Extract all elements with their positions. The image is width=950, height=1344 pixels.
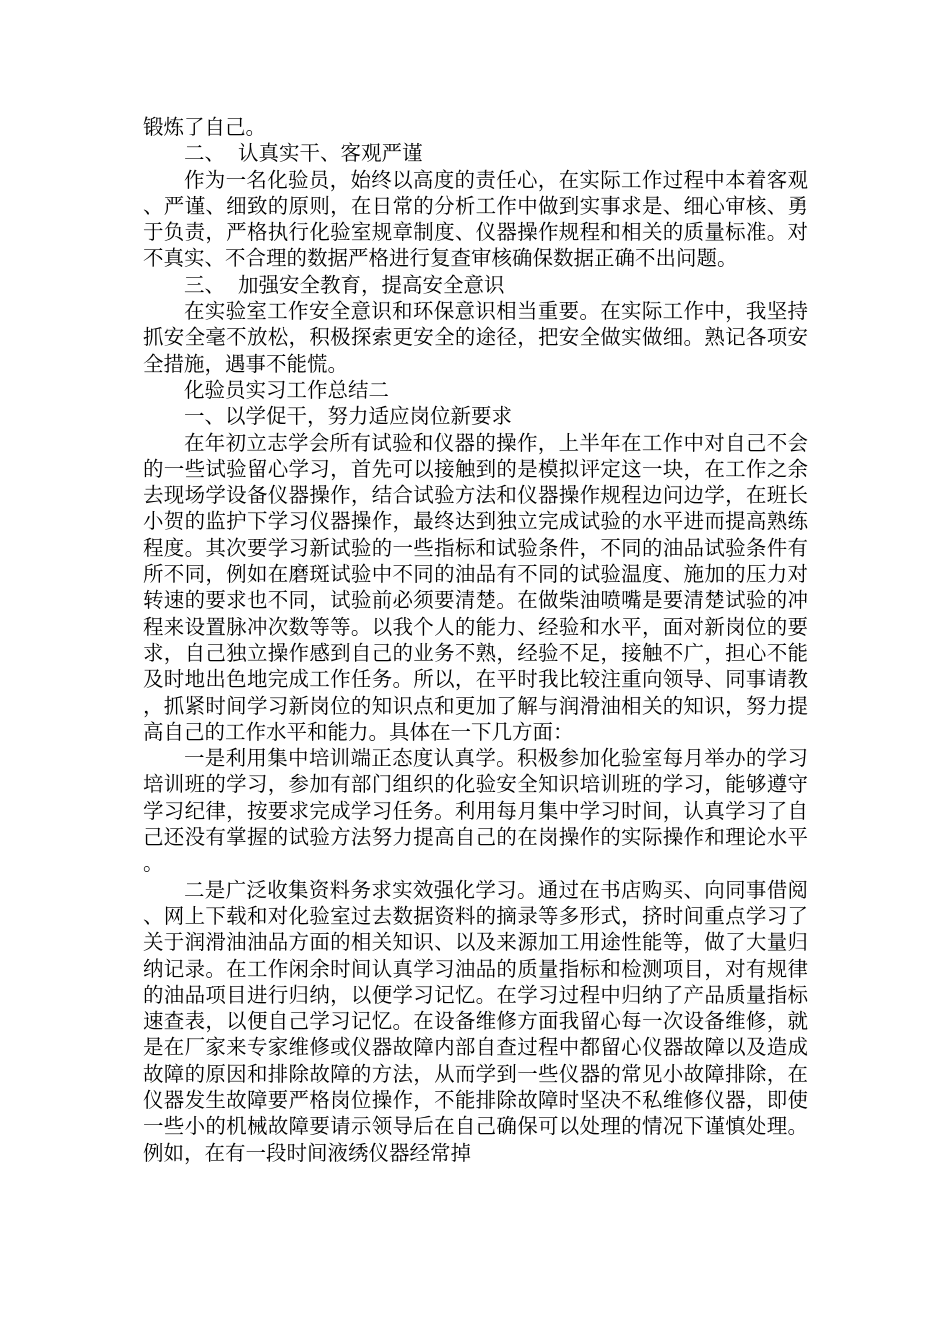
section-heading-2: 二、 认真实干、客观严谨 [184, 141, 423, 166]
paragraph-continuation: 锻炼了自己。 [143, 115, 266, 139]
paragraph-training: 一是利用集中培训端正态度认真学。积极参加化验室每月举办的学习培训班的学习，参加有部门组织的化验安全知识培训班的学习，能够遵守学习纪律，按要求完成学习任务。利用每月集中学习时间，认真学习了自己还没有掌握的试验方法努力提高自己的在岗操作的实际操作和理论水平。 [143, 746, 808, 876]
paragraph-objectivity: 作为一名化验员，始终以高度的责任心，在实际工作过程中本着客观、严谨、细致的原则，在日常的分析工作中做到实事求是、细心审核、勇于负责，严格执行化验室规章制度、仪器操作规程和相关的质量标准。对不真实、不合理的数据严格进行复查审核确保数据正确不出问题。 [143, 167, 808, 271]
document-subtitle: 化验员实习工作总结二 [184, 377, 389, 402]
section-heading-1: 一、以学促干，努力适应岗位新要求 [184, 404, 512, 429]
paragraph-materials: 二是广泛收集资料务求实效强化学习。通过在书店购买、向同事借阅、网上下载和对化验室过去数据资料的摘录等多形式，挤时间重点学习了关于润滑油油品方面的相关知识、以及来源加工用途性能等，做了大量归纳记录。在工作闲余时间认真学习油品的质量指标和检测项目，对有规律的油品项目进行归纳，以便学习记忆。在学习过程中归纳了产品质量指标速查表，以便自己学习记忆。在设备维修方面我留心每一次设备维修，就是在厂家来专家维修或仪器故障内部自查过程中都留心仪器故障以及造成故障的原因和排除故障的方法，从而学到一些仪器的常见小故障排除，在仪器发生故障要严格岗位操作，不能排除故障时坚决不私维修仪器，即使一些小的机械故障要请示领导后在自己确保可以处理的情况下谨慎处理。例如，在有一段时间液绣仪器经常掉 [143, 877, 808, 1165]
document-body [143, 114, 808, 1166]
section-heading-3: 三、 加强安全教育，提高安全意识 [184, 272, 505, 297]
paragraph-learning: 在年初立志学会所有试验和仪器的操作，上半年在工作中对自己不会的一些试验留心学习，首先可以接触到的是模拟评定这一块，在工作之余去现场学设备仪器操作，结合试验方法和仪器操作规程边问边学，在班长小贺的监护下学习仪器操作，最终达到独立完成试验的水平进而提高熟练程度。其次要学习新试验的一些指标和试验条件，不同的油品试验条件有所不同，例如在磨斑试验中不同的油品有不同的试验温度、施加的压力对转速的要求也不同，试验前必须要清楚。在做柴油喷嘴是要清楚试验的冲程来设置脉冲次数等等。以我个人的能力、经验和水平，面对新岗位的要求，自己独立操作感到自己的业务不熟，经验不足，接触不广，担心不能及时地出色地完成工作任务。所以，在平时我比较注重向领导、同事请教，抓紧时间学习新岗位的知识点和更加了解与润滑油相关的知识，努力提高自己的工作水平和能力。具体在一下几方面： [143, 430, 808, 744]
paragraph-safety: 在实验室工作安全意识和环保意识相当重要。在实际工作中，我坚持抓安全毫不放松，积极探索更安全的途径，把安全做实做细。熟记各项安全措施，遇事不能慌。 [143, 299, 808, 376]
